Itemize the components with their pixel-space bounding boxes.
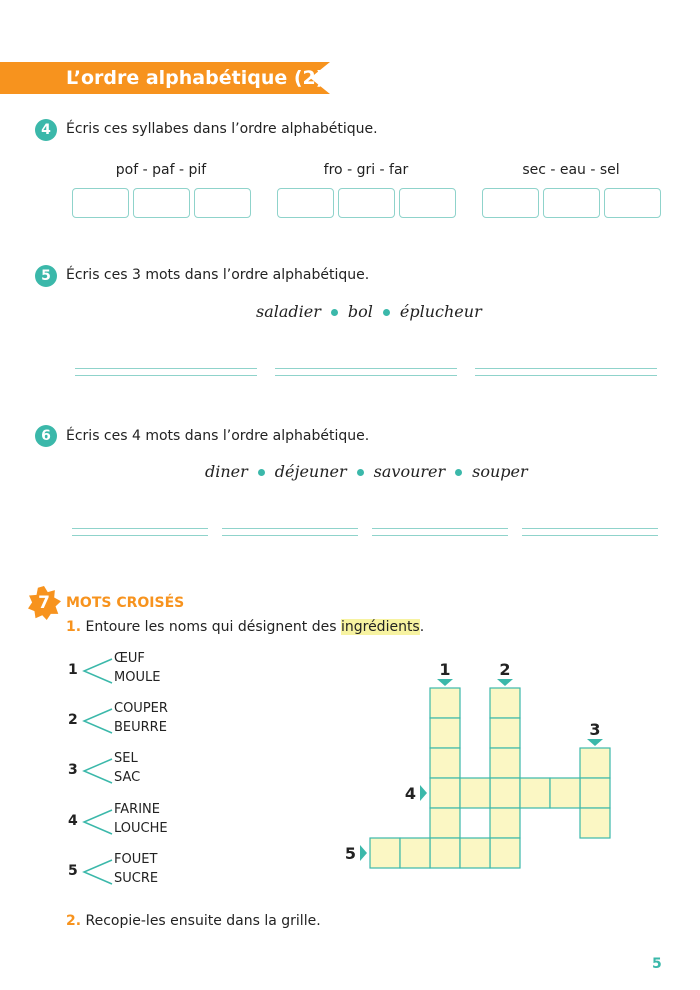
ex6-word: diner <box>205 462 248 481</box>
syllable-group-2: fro - gri - far <box>323 162 409 178</box>
exercise-4-number: 4 <box>35 119 57 141</box>
choice-word[interactable]: LOUCHE <box>114 821 168 836</box>
crossword-cell[interactable] <box>490 718 520 748</box>
crossword-cell[interactable] <box>490 688 520 718</box>
crossword-cell[interactable] <box>490 778 520 808</box>
crossword-cell[interactable] <box>580 778 610 808</box>
page-title: L’ordre alphabétique (2) <box>66 67 325 89</box>
choice-word[interactable]: SEL <box>114 751 138 766</box>
syllable-group-1: pof - paf - pif <box>115 162 207 178</box>
answer-box[interactable] <box>338 188 395 218</box>
ex6-word: souper <box>472 462 528 481</box>
choice-number: 1 <box>68 662 78 678</box>
step-1-instruction <box>66 619 424 635</box>
grid-label: 5 <box>344 844 356 863</box>
exercise-7-number: 7 <box>38 593 50 613</box>
choice-word[interactable]: FOUET <box>114 852 158 867</box>
choice-pair-5 <box>66 852 216 892</box>
answer-box[interactable] <box>72 188 129 218</box>
crossword-cell[interactable] <box>550 778 580 808</box>
mots-croises-title: MOTS CROISÉS <box>66 595 185 611</box>
exercise-4-instruction: Écris ces syllabes dans l’ordre alphabétique. <box>66 121 378 137</box>
branch-icon <box>80 653 114 689</box>
crossword-cell[interactable] <box>490 838 520 868</box>
bullet-dot <box>357 469 364 476</box>
page-number: 5 <box>652 956 662 972</box>
grid-label: 1 <box>439 660 451 679</box>
answer-box[interactable] <box>399 188 456 218</box>
step-1-number: 1. <box>66 619 82 635</box>
branch-icon <box>80 753 114 789</box>
choice-word[interactable]: MOULE <box>114 670 161 685</box>
choice-pair-3 <box>66 751 216 791</box>
ex6-word: déjeuner <box>274 462 347 481</box>
writing-line[interactable] <box>372 528 508 536</box>
choice-word[interactable]: COUPER <box>114 701 168 716</box>
answer-box[interactable] <box>194 188 251 218</box>
exercise-6-instruction: Écris ces 4 mots dans l’ordre alphabétique. <box>66 428 370 444</box>
answer-box[interactable] <box>133 188 190 218</box>
choice-number: 5 <box>68 863 78 879</box>
choice-word[interactable]: SUCRE <box>114 871 159 886</box>
crossword-cell[interactable] <box>490 808 520 838</box>
highlight-ingredients: ingrédients <box>340 619 420 635</box>
ex5-word: saladier <box>256 302 321 321</box>
step-1-text: Entoure les noms qui désignent des <box>85 619 337 635</box>
crossword-cell[interactable] <box>430 778 460 808</box>
crossword-cell[interactable] <box>580 808 610 838</box>
step-2-instruction <box>66 913 321 929</box>
bullet-dot <box>258 469 265 476</box>
choice-word[interactable]: FARINE <box>114 802 160 817</box>
crossword-cell[interactable] <box>430 808 460 838</box>
right-arrow-icon <box>420 785 427 801</box>
writing-line[interactable] <box>475 368 657 376</box>
choice-word[interactable]: BEURRE <box>114 720 167 735</box>
ex6-word-list <box>205 462 528 481</box>
step-2-number: 2. <box>66 913 82 929</box>
down-arrow-icon <box>497 679 513 686</box>
crossword-cell[interactable] <box>400 838 430 868</box>
step-2-text: Recopie-les ensuite dans la grille. <box>85 913 321 929</box>
ex6-word: savourer <box>373 462 446 481</box>
crossword-cell[interactable] <box>460 838 490 868</box>
choice-word[interactable]: ŒUF <box>114 651 145 666</box>
crossword-cell[interactable] <box>430 748 460 778</box>
writing-line[interactable] <box>75 368 257 376</box>
choice-number: 4 <box>68 813 78 829</box>
writing-line[interactable] <box>522 528 658 536</box>
exercise-5-number: 5 <box>35 265 57 287</box>
syllable-group-3: sec - eau - sel <box>522 162 620 178</box>
crossword-cell[interactable] <box>580 748 610 778</box>
right-arrow-icon <box>360 845 367 861</box>
crossword-cell[interactable] <box>430 688 460 718</box>
crossword-cell[interactable] <box>520 778 550 808</box>
branch-icon <box>80 804 114 840</box>
down-arrow-icon <box>587 739 603 746</box>
writing-line[interactable] <box>72 528 208 536</box>
step-1-period: . <box>419 619 425 635</box>
bullet-dot <box>331 309 338 316</box>
down-arrow-icon <box>437 679 453 686</box>
exercise-6-number: 6 <box>35 425 57 447</box>
choice-pair-1 <box>66 651 216 691</box>
choice-word[interactable]: SAC <box>114 770 141 785</box>
crossword-cell[interactable] <box>460 778 490 808</box>
ex5-word: éplucheur <box>399 302 482 321</box>
writing-line[interactable] <box>275 368 457 376</box>
grid-label: 3 <box>589 720 601 739</box>
bullet-dot <box>383 309 390 316</box>
branch-icon <box>80 703 114 739</box>
crossword-cell[interactable] <box>430 718 460 748</box>
answer-box[interactable] <box>482 188 539 218</box>
choice-pair-2 <box>66 701 216 741</box>
branch-icon <box>80 854 114 890</box>
crossword-cell[interactable] <box>430 838 460 868</box>
crossword-cell[interactable] <box>490 748 520 778</box>
ex5-word-list <box>256 302 482 321</box>
answer-box[interactable] <box>277 188 334 218</box>
grid-label: 2 <box>499 660 511 679</box>
ex5-word: bol <box>347 302 373 321</box>
answer-box[interactable] <box>604 188 661 218</box>
choice-pair-4 <box>66 802 216 842</box>
choice-number: 3 <box>68 762 78 778</box>
grid-label: 4 <box>404 784 416 803</box>
choice-number: 2 <box>68 712 78 728</box>
crossword-cell[interactable] <box>370 838 400 868</box>
answer-box[interactable] <box>543 188 600 218</box>
writing-line[interactable] <box>222 528 358 536</box>
bullet-dot <box>455 469 462 476</box>
exercise-5-instruction: Écris ces 3 mots dans l’ordre alphabétique. <box>66 267 370 283</box>
